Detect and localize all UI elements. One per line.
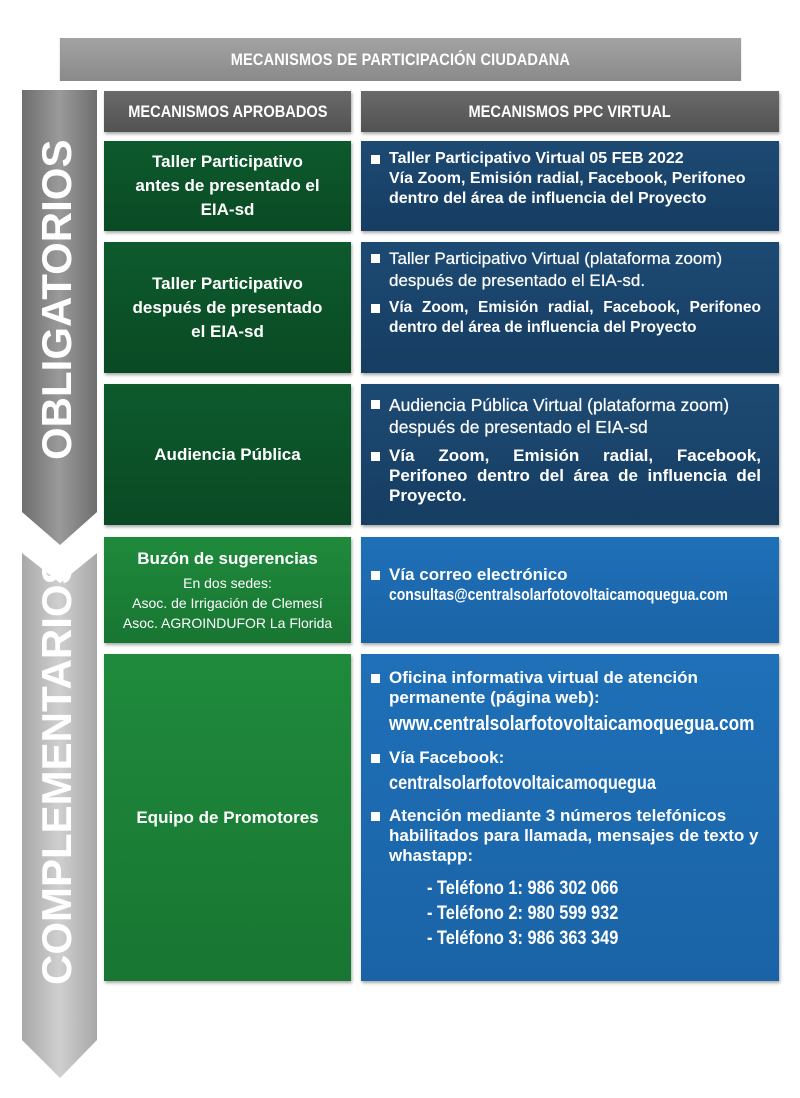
row1-left-line: EIA-sd — [200, 200, 255, 219]
row1-left-cell — [104, 141, 351, 231]
email-link[interactable]: consultas@centralsolarfotovoltaicamoquegua.com — [389, 585, 728, 604]
bullet-square-icon — [371, 155, 380, 164]
row3-left-cell — [104, 384, 351, 525]
row4-left-line: Asoc. de Irrigación de Clemesí — [132, 595, 323, 611]
facebook-link[interactable]: centralsolarfotovoltaicamoquegua — [389, 773, 656, 794]
bullet-square-icon — [371, 304, 380, 313]
row2-left-cell — [104, 242, 351, 373]
page-title-text: MECANISMOS DE PARTICIPACIÓN CIUDADANA — [230, 49, 571, 69]
row5-right-cell — [361, 654, 779, 981]
row5-bullet-1-text: Oficina informativa virtual de atención permanente (página web): — [389, 668, 698, 707]
row1-left-line: antes de presentado el — [135, 176, 320, 195]
bullet-square-icon — [371, 812, 380, 821]
row3-bullet-2-text: Vía Zoom, Emisión radial, Facebook, Perifoneo dentro del área de influencia del Proyecto. — [389, 446, 761, 505]
row3-bullet-2 — [369, 446, 761, 506]
bullet-square-icon — [371, 254, 380, 263]
row3-right-cell — [361, 384, 779, 525]
row5-bullet-2 — [369, 748, 761, 796]
phone-number[interactable]: - Teléfono 1: 986 302 066 — [427, 878, 619, 899]
row4-left-title: Buzón de sugerencias — [137, 549, 318, 568]
email-link-wrap — [389, 585, 789, 605]
bullet-square-icon — [371, 452, 380, 461]
page-title — [60, 38, 741, 81]
phone-list — [427, 876, 761, 951]
row4-left-cell — [104, 537, 351, 643]
row2-left-line: después de presentado — [132, 297, 323, 317]
row3-left-line: Audiencia Pública — [154, 444, 301, 464]
row1-bullet — [369, 149, 761, 209]
bullet-square-icon — [371, 754, 380, 763]
row4-right-cell — [361, 537, 779, 643]
row1-bullet-line: dentro del área de influencia del Proyecto — [389, 190, 707, 207]
row2-right-cell — [361, 242, 779, 373]
row2-bullet-2 — [369, 298, 761, 338]
header-approved-text: MECANISMOS APROBADOS — [127, 101, 328, 121]
bullet-square-icon — [371, 571, 380, 580]
row5-bullet-1 — [369, 668, 761, 736]
row2-bullet-1 — [369, 248, 761, 292]
header-approved — [104, 91, 351, 132]
row5-bullet-2-text: Vía Facebook: — [389, 748, 505, 767]
row2-bullet-1-text: Taller Participativo Virtual (plataforma zoom) después de presentado el EIA-sd. — [389, 249, 723, 290]
row5-left-cell — [104, 654, 351, 981]
row4-bullet — [369, 565, 761, 605]
row1-bullet-line: Vía Zoom, Emisión radial, Facebook, Perifoneo — [389, 170, 746, 187]
row4-bullet-text: Vía correo electrónico — [389, 565, 568, 584]
row1-right-cell — [361, 141, 779, 231]
side-label-obligatorios: OBLIGATORIOS — [33, 139, 80, 460]
row1-bullet-line: Taller Participativo Virtual 05 FEB 2022 — [389, 150, 684, 167]
website-link-wrap — [389, 712, 789, 736]
phone-number[interactable]: - Teléfono 3: 986 363 349 — [427, 928, 619, 949]
phone-number[interactable]: - Teléfono 2: 980 599 932 — [427, 903, 619, 924]
row4-left-line: Asoc. AGROINDUFOR La Florida — [122, 615, 333, 631]
row2-bullet-2-text: Vía Zoom, Emisión radial, Facebook, Perifoneo dentro del área de influencia del Proyecto — [389, 299, 761, 336]
bullet-square-icon — [371, 674, 380, 683]
facebook-link-wrap — [389, 772, 699, 796]
header-virtual-text: MECANISMOS PPC VIRTUAL — [468, 101, 672, 121]
row5-bullet-3 — [369, 806, 761, 866]
website-link[interactable]: www.centralsolarfotovoltaicamoquegua.com — [389, 713, 755, 735]
row2-left-line: Taller Participativo — [152, 273, 303, 293]
header-virtual — [361, 91, 779, 132]
row5-bullet-3-text: Atención mediante 3 números telefónicos habilitados para llamada, mensajes de texto y whastapp: — [389, 806, 759, 865]
row5-left-line: Equipo de Promotores — [136, 807, 319, 827]
row2-left-line: el EIA-sd — [191, 321, 264, 341]
row3-bullet-1-text: Audiencia Pública Virtual (plataforma zoom) después de presentado el EIA-sd — [389, 395, 730, 437]
row4-left-line: En dos sedes: — [183, 575, 272, 591]
side-label-complementarios: COMPLEMENTARIOS — [33, 556, 80, 985]
row3-bullet-1 — [369, 394, 761, 438]
bullet-square-icon — [371, 400, 380, 409]
row1-left-line: Taller Participativo — [152, 152, 303, 171]
